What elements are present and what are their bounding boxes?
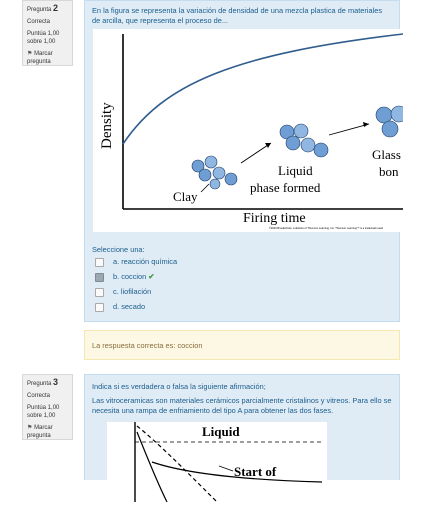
- label-glass-line1: Glass: [372, 147, 401, 162]
- question-2-info: [22, 0, 73, 66]
- option-b-checkbox[interactable]: [95, 273, 104, 282]
- check-mark-icon: ✔: [148, 272, 155, 281]
- question-number-value: 3: [53, 377, 59, 387]
- label-start-of: Start of: [234, 464, 277, 479]
- question-status: Correcta: [27, 393, 51, 399]
- correct-answer-feedback: La respuesta correcta es: coccion: [84, 330, 400, 360]
- flag-icon: ⚑: [27, 51, 33, 57]
- question-text-line2: Las vitroceramicas son materiales cerámicos parcialmente cristalinos y vitreos. Para ello se necesita una rampa de enfriamiento del tipo A para obtener las dos fases.: [92, 396, 392, 415]
- option-d-checkbox[interactable]: [95, 303, 104, 312]
- glass-bond-particles-icon: [376, 106, 403, 137]
- flag-label: Marcar pregunta: [27, 51, 53, 65]
- label-liquid-line2: phase formed: [250, 180, 321, 195]
- option-a-label: a. reacción química: [113, 257, 178, 266]
- question-number: [27, 378, 69, 388]
- question-3-content: [84, 374, 400, 480]
- figure-xlabel: Firing time: [243, 211, 306, 226]
- option-c-checkbox[interactable]: [95, 288, 104, 297]
- option-a-checkbox[interactable]: [95, 258, 104, 267]
- flag-label: Marcar pregunta: [27, 425, 53, 439]
- option-b-label: b. coccion: [113, 272, 147, 281]
- flag-question-link[interactable]: [27, 424, 69, 440]
- flag-icon: ⚑: [27, 425, 33, 431]
- option-c-label: c. liofilación: [113, 287, 152, 296]
- question-status: Correcta: [27, 19, 51, 25]
- option-d-label: d. secado: [113, 302, 146, 311]
- figure-ylabel: Density: [99, 102, 115, 149]
- label-liquid: Liquid: [202, 424, 240, 439]
- question-score: Puntúa 1,00 sobre 1,00: [27, 31, 60, 45]
- question-label: Pregunta: [27, 7, 52, 13]
- question-number-value: 2: [53, 3, 59, 13]
- question-3-info: [22, 374, 73, 440]
- answer-prompt: Seleccione una:: [92, 245, 145, 254]
- density-firing-time-figure: [93, 29, 403, 232]
- question-text: En la figura se representa la variación de densidad de una mezcla plastica de materiales de arcilla, que representa el proceso de...: [92, 6, 383, 25]
- flag-question-link[interactable]: [27, 50, 69, 66]
- clay-particles-icon: [192, 156, 237, 189]
- liquid-phase-particles-icon: [280, 124, 328, 157]
- question-2-content: [84, 0, 400, 322]
- label-liquid-line1: Liquid: [278, 163, 313, 178]
- question-number: [27, 4, 69, 14]
- question-text: [85, 375, 399, 421]
- question-text-line1: Indica si es verdadera o falsa la siguiente afirmación;: [92, 382, 266, 391]
- density-chart-image: [93, 29, 403, 232]
- option-b-label-wrap: [113, 272, 154, 282]
- question-score: Puntúa 1,00 sobre 1,00: [27, 405, 60, 419]
- cooling-ramp-figure: [107, 422, 327, 502]
- cooling-diagram-image: [107, 422, 327, 502]
- figure-credit: ©2003 Brooks/Cole, a division of Thomson Learning, Inc. Thomson Learning™ is a trademark used: [269, 227, 383, 230]
- question-label: Pregunta: [27, 381, 52, 387]
- label-glass-line2: bon: [379, 164, 399, 179]
- label-clay: Clay: [173, 189, 198, 204]
